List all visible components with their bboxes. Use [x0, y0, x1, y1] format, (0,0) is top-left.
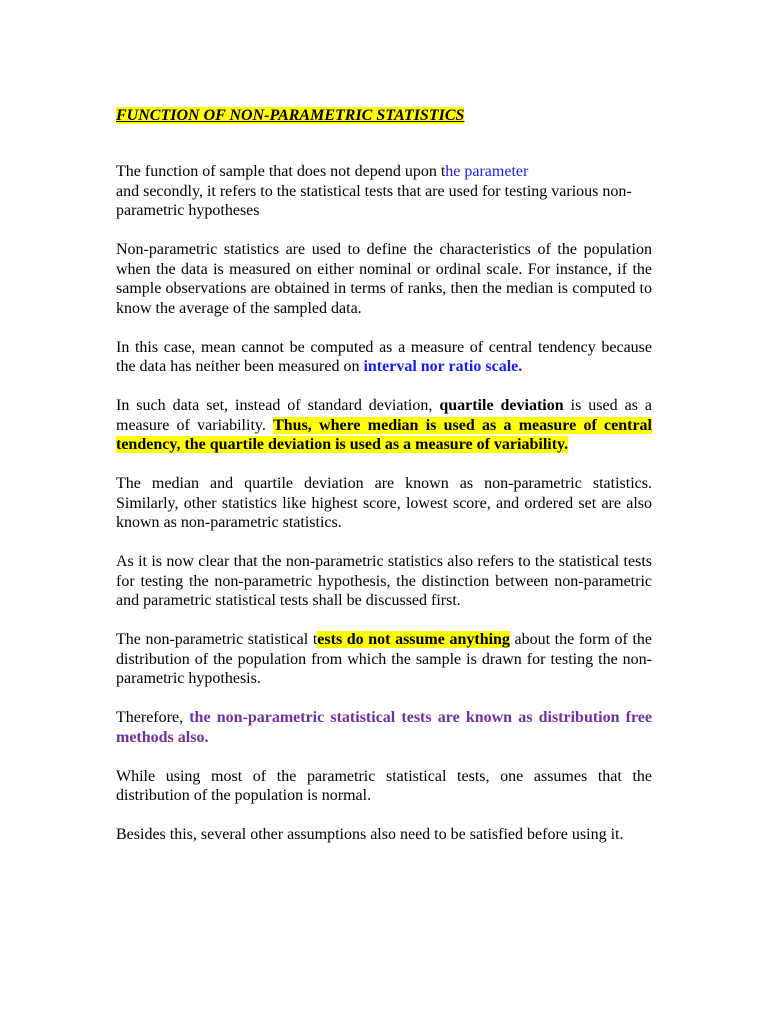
paragraph-no-assumptions	[116, 630, 652, 689]
p4-bold-text: quartile deviation	[439, 397, 564, 414]
p4-highlighted-text: Thus, where median is used as a measure of central tendency, the quartile deviation is used as a measure of variability.	[116, 416, 652, 453]
p3-blue-bold-text: interval nor ratio scale.	[363, 358, 523, 375]
paragraph-distinction: As it is now clear that the non-parametric statistics also refers to the statistical tests for testing the non-parametric hypothesis, the distinction between non-parametric and parametric statistical tests shall be discussed first.	[116, 553, 652, 609]
paragraph-mean-cannot-be-computed	[116, 338, 652, 377]
paragraph-function-definition	[116, 162, 652, 221]
title-text: FUNCTION OF NON-PARAMETRIC STATISTICS	[116, 107, 465, 124]
p1-text-c: and secondly, it refers to the statistical tests that are used for testing various non-parametric hypotheses	[116, 182, 632, 219]
p1-blue-text: he parameter	[445, 163, 529, 180]
paragraph-distribution-free	[116, 708, 652, 747]
paragraph-median-quartile: The median and quartile deviation are known as non-parametric statistics. Similarly, other statistics like highest score, lowest score, and ordered set are also known as non-parametric statistics.	[116, 475, 652, 531]
p7-highlighted-text: ests do not assume anything	[317, 631, 510, 648]
p3-text-a: In this case, mean cannot be computed as a measure of central tendency because the data has neither been measured on	[116, 338, 652, 375]
paragraph-quartile-deviation	[116, 396, 652, 455]
p7-text-c: about the form of the distribution of the population from which the sample is drawn for testing the non- parametric hypothesis.	[116, 631, 652, 687]
p4-text-a: In such data set, instead of standard deviation,	[116, 397, 440, 414]
p8-purple-text: the non-parametric statistical tests are known as distribution free methods also.	[116, 709, 653, 746]
paragraph-normal-distribution: While using most of the parametric statistical tests, one assumes that the distribution of the population is normal.	[116, 767, 652, 804]
document-title	[116, 106, 652, 126]
paragraph-other-assumptions: Besides this, several other assumptions also need to be satisfied before using it.	[116, 826, 624, 843]
document-page	[116, 106, 652, 864]
p4-text-c: is used as a measure of variability.	[116, 397, 653, 434]
p7-text-a: The non-parametric statistical t	[116, 631, 318, 648]
p1-text-a: The function of sample that does not depend upon t	[116, 163, 446, 180]
paragraph-characteristics: Non-parametric statistics are used to define the characteristics of the population when the data is measured on either nominal or ordinal scale. For instance, if the sample observations are obtained in terms of ranks, then the median is computed to know the average of the sampled data.	[116, 241, 652, 317]
p8-text-a: Therefore,	[116, 709, 190, 726]
